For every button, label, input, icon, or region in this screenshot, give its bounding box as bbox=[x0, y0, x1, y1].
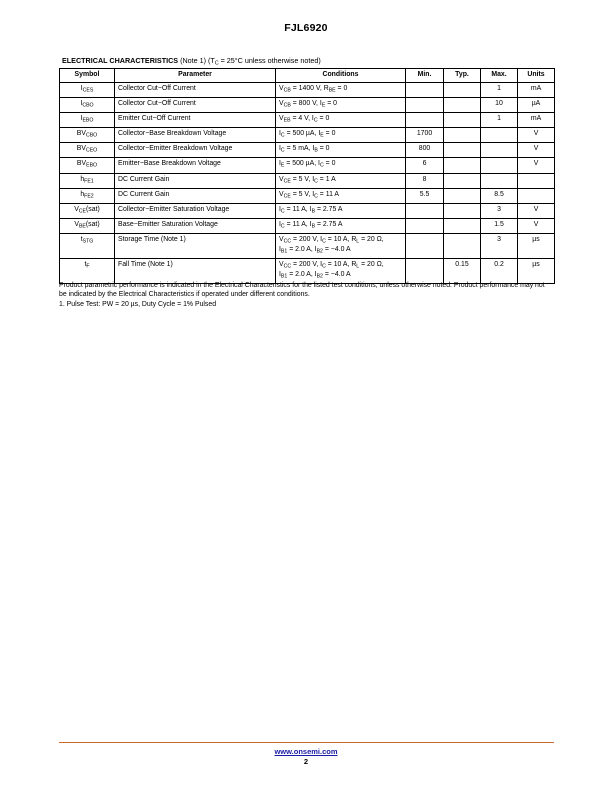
min-cell bbox=[406, 98, 444, 113]
section-title: ELECTRICAL CHARACTERISTICS bbox=[62, 56, 179, 65]
condition-line: $I_C = 11$ A, $I_B = 2.75$ A bbox=[279, 220, 343, 230]
condition-line: $I_{B1} = 2.0$ A, $I_{B2} = -4.0$ A bbox=[279, 271, 351, 280]
min-cell: 6 bbox=[406, 158, 444, 173]
part-number-title: FJL6920 bbox=[284, 22, 328, 34]
min-cell: 800 bbox=[406, 143, 444, 158]
min-cell: 8 bbox=[406, 173, 444, 188]
condition-line: $V_{CB} = 800$ V, $I_E = 0$ bbox=[279, 100, 337, 109]
parameter-cell: DC Current Gain bbox=[115, 173, 276, 188]
column-header: Units bbox=[518, 69, 555, 83]
page-number: 2 bbox=[303, 757, 309, 766]
typ-cell bbox=[444, 113, 481, 128]
footnote-note-1: 1. Pulse Test: PW = 20 µs, Duty Cycle = 1% Pulsed bbox=[59, 301, 217, 308]
condition-line: $I_C = 500$ µA, $I_E = 0$ bbox=[279, 130, 336, 139]
parameter-cell: Storage Time (Note 1) bbox=[115, 233, 276, 258]
units-cell bbox=[518, 188, 555, 203]
condition-line: $V_{CB} = 1400$ V, $R_{BE} = 0$ bbox=[279, 85, 348, 94]
column-header: Symbol bbox=[60, 69, 115, 83]
symbol-cell: $t_F$ bbox=[60, 259, 115, 284]
min-cell bbox=[406, 113, 444, 128]
conditions-cell bbox=[276, 128, 406, 143]
symbol-cell: $I_{CBO}$ bbox=[60, 98, 115, 113]
footer-divider bbox=[59, 742, 554, 743]
units-cell: V bbox=[518, 158, 555, 173]
typ-cell bbox=[444, 143, 481, 158]
typ-cell bbox=[444, 128, 481, 143]
conditions-cell bbox=[276, 188, 406, 203]
condition-line: $I_C = 5$ mA, $I_B = 0$ bbox=[279, 145, 330, 154]
units-cell: V bbox=[518, 203, 555, 218]
parameter-cell: Collector Cut−Off Current bbox=[115, 83, 276, 98]
symbol-cell: $h_{FE2}$ bbox=[60, 188, 115, 203]
units-cell: µs bbox=[518, 259, 555, 284]
table-row bbox=[60, 158, 555, 173]
max-cell: 1 bbox=[481, 113, 518, 128]
parameter-cell: Emitter Cut−Off Current bbox=[115, 113, 276, 128]
typ-cell bbox=[444, 218, 481, 233]
min-cell bbox=[406, 83, 444, 98]
column-header: Typ. bbox=[444, 69, 481, 83]
condition-line: $I_E = 500$ µA, $I_C = 0$ bbox=[279, 160, 336, 169]
conditions-cell bbox=[276, 203, 406, 218]
table-row bbox=[60, 173, 555, 188]
table-row bbox=[60, 233, 555, 258]
table-row bbox=[60, 203, 555, 218]
max-cell: 1.5 bbox=[481, 218, 518, 233]
conditions-cell bbox=[276, 218, 406, 233]
conditions-cell bbox=[276, 233, 406, 258]
conditions-cell bbox=[276, 259, 406, 284]
units-cell: mA bbox=[518, 113, 555, 128]
max-cell: 1 bbox=[481, 83, 518, 98]
condition-line: $V_{CE} = 5$ V, $I_C = 1$ A bbox=[279, 175, 336, 185]
table-row bbox=[60, 143, 555, 158]
parameter-cell: Collector−Emitter Saturation Voltage bbox=[115, 203, 276, 218]
symbol-cell: $V_{BE}(sat)$ bbox=[60, 218, 115, 233]
conditions-cell bbox=[276, 113, 406, 128]
parameter-cell: Fall Time (Note 1) bbox=[115, 259, 276, 284]
footnote-paragraph: Product parametric performance is indicated in the Electrical Characteristics for the listed test conditions, unless otherwise noted. Product performance may not be indicated by the Electrical Characteristics if operated under different conditions. bbox=[59, 282, 545, 298]
min-cell: 1700 bbox=[406, 128, 444, 143]
condition-line: $V_{CC} = 200$ V, $I_C = 10$ A, $R_L = 20$ Ω, bbox=[279, 261, 384, 270]
condition-line: $I_{B1} = 2.0$ A, $I_{B2} = -4.0$ A bbox=[279, 246, 351, 255]
website-link[interactable]: www.onsemi.com bbox=[274, 747, 338, 756]
conditions-cell bbox=[276, 143, 406, 158]
units-cell bbox=[518, 173, 555, 188]
min-cell bbox=[406, 259, 444, 284]
parameter-cell: DC Current Gain bbox=[115, 188, 276, 203]
parameter-cell: Collector Cut−Off Current bbox=[115, 98, 276, 113]
table-row bbox=[60, 218, 555, 233]
symbol-cell: $V_{CE}(sat)$ bbox=[60, 203, 115, 218]
max-cell bbox=[481, 143, 518, 158]
min-cell bbox=[406, 218, 444, 233]
column-header: Conditions bbox=[276, 69, 406, 83]
parameter-cell: Base−Emitter Saturation Voltage bbox=[115, 218, 276, 233]
condition-line: $V_{CC} = 200$ V, $I_C = 10$ A, $R_L = 20$ Ω, bbox=[279, 235, 384, 245]
table-header-row bbox=[60, 69, 555, 83]
units-cell: mA bbox=[518, 83, 555, 98]
section-heading bbox=[62, 56, 321, 67]
symbol-cell: $I_{EBO}$ bbox=[60, 113, 115, 128]
typ-cell bbox=[444, 158, 481, 173]
column-header: Min. bbox=[406, 69, 444, 83]
conditions-cell bbox=[276, 173, 406, 188]
units-cell: V bbox=[518, 218, 555, 233]
symbol-cell: $BV_{CBO}$ bbox=[60, 128, 115, 143]
max-cell: 3 bbox=[481, 233, 518, 258]
table-row bbox=[60, 83, 555, 98]
condition-line: $V_{EB} = 4$ V, $I_C = 0$ bbox=[279, 115, 330, 124]
table-row bbox=[60, 188, 555, 203]
section-note: (Note 1) ($T_C = 25^\circ C$ unless otherwise noted) bbox=[180, 56, 321, 67]
symbol-cell: $BV_{CEO}$ bbox=[60, 143, 115, 158]
table-row bbox=[60, 98, 555, 113]
typ-cell bbox=[444, 83, 481, 98]
conditions-cell bbox=[276, 83, 406, 98]
condition-line: $V_{CE} = 5$ V, $I_C = 11$ A bbox=[279, 190, 340, 200]
symbol-cell: $t_{STG}$ bbox=[60, 233, 115, 258]
typ-cell: 0.15 bbox=[444, 259, 481, 284]
table-row bbox=[60, 128, 555, 143]
table-row bbox=[60, 113, 555, 128]
min-cell bbox=[406, 203, 444, 218]
symbol-cell: $BV_{EBO}$ bbox=[60, 158, 115, 173]
max-cell: 8.5 bbox=[481, 188, 518, 203]
parameter-cell: Collector−Base Breakdown Voltage bbox=[115, 128, 276, 143]
max-cell: 10 bbox=[481, 98, 518, 113]
min-cell bbox=[406, 233, 444, 258]
symbol-cell: $h_{FE1}$ bbox=[60, 173, 115, 188]
typ-cell bbox=[444, 233, 481, 258]
column-header: Max. bbox=[481, 69, 518, 83]
electrical-characteristics-table bbox=[59, 68, 555, 284]
typ-cell bbox=[444, 98, 481, 113]
condition-line: $I_C = 11$ A, $I_B = 2.75$ A bbox=[279, 205, 343, 215]
column-header: Parameter bbox=[115, 69, 276, 83]
conditions-cell bbox=[276, 98, 406, 113]
max-cell: 3 bbox=[481, 203, 518, 218]
max-cell: 0.2 bbox=[481, 259, 518, 284]
parameter-cell: Collector−Emitter Breakdown Voltage bbox=[115, 143, 276, 158]
typ-cell bbox=[444, 203, 481, 218]
units-cell: V bbox=[518, 128, 555, 143]
max-cell bbox=[481, 128, 518, 143]
typ-cell bbox=[444, 173, 481, 188]
max-cell bbox=[481, 173, 518, 188]
parameter-cell: Emitter−Base Breakdown Voltage bbox=[115, 158, 276, 173]
units-cell: µA bbox=[518, 98, 555, 113]
units-cell: V bbox=[518, 143, 555, 158]
typ-cell bbox=[444, 188, 481, 203]
conditions-cell bbox=[276, 158, 406, 173]
min-cell: 5.5 bbox=[406, 188, 444, 203]
max-cell bbox=[481, 158, 518, 173]
symbol-cell: $I_{CES}$ bbox=[60, 83, 115, 98]
units-cell: µs bbox=[518, 233, 555, 258]
table-row bbox=[60, 259, 555, 284]
